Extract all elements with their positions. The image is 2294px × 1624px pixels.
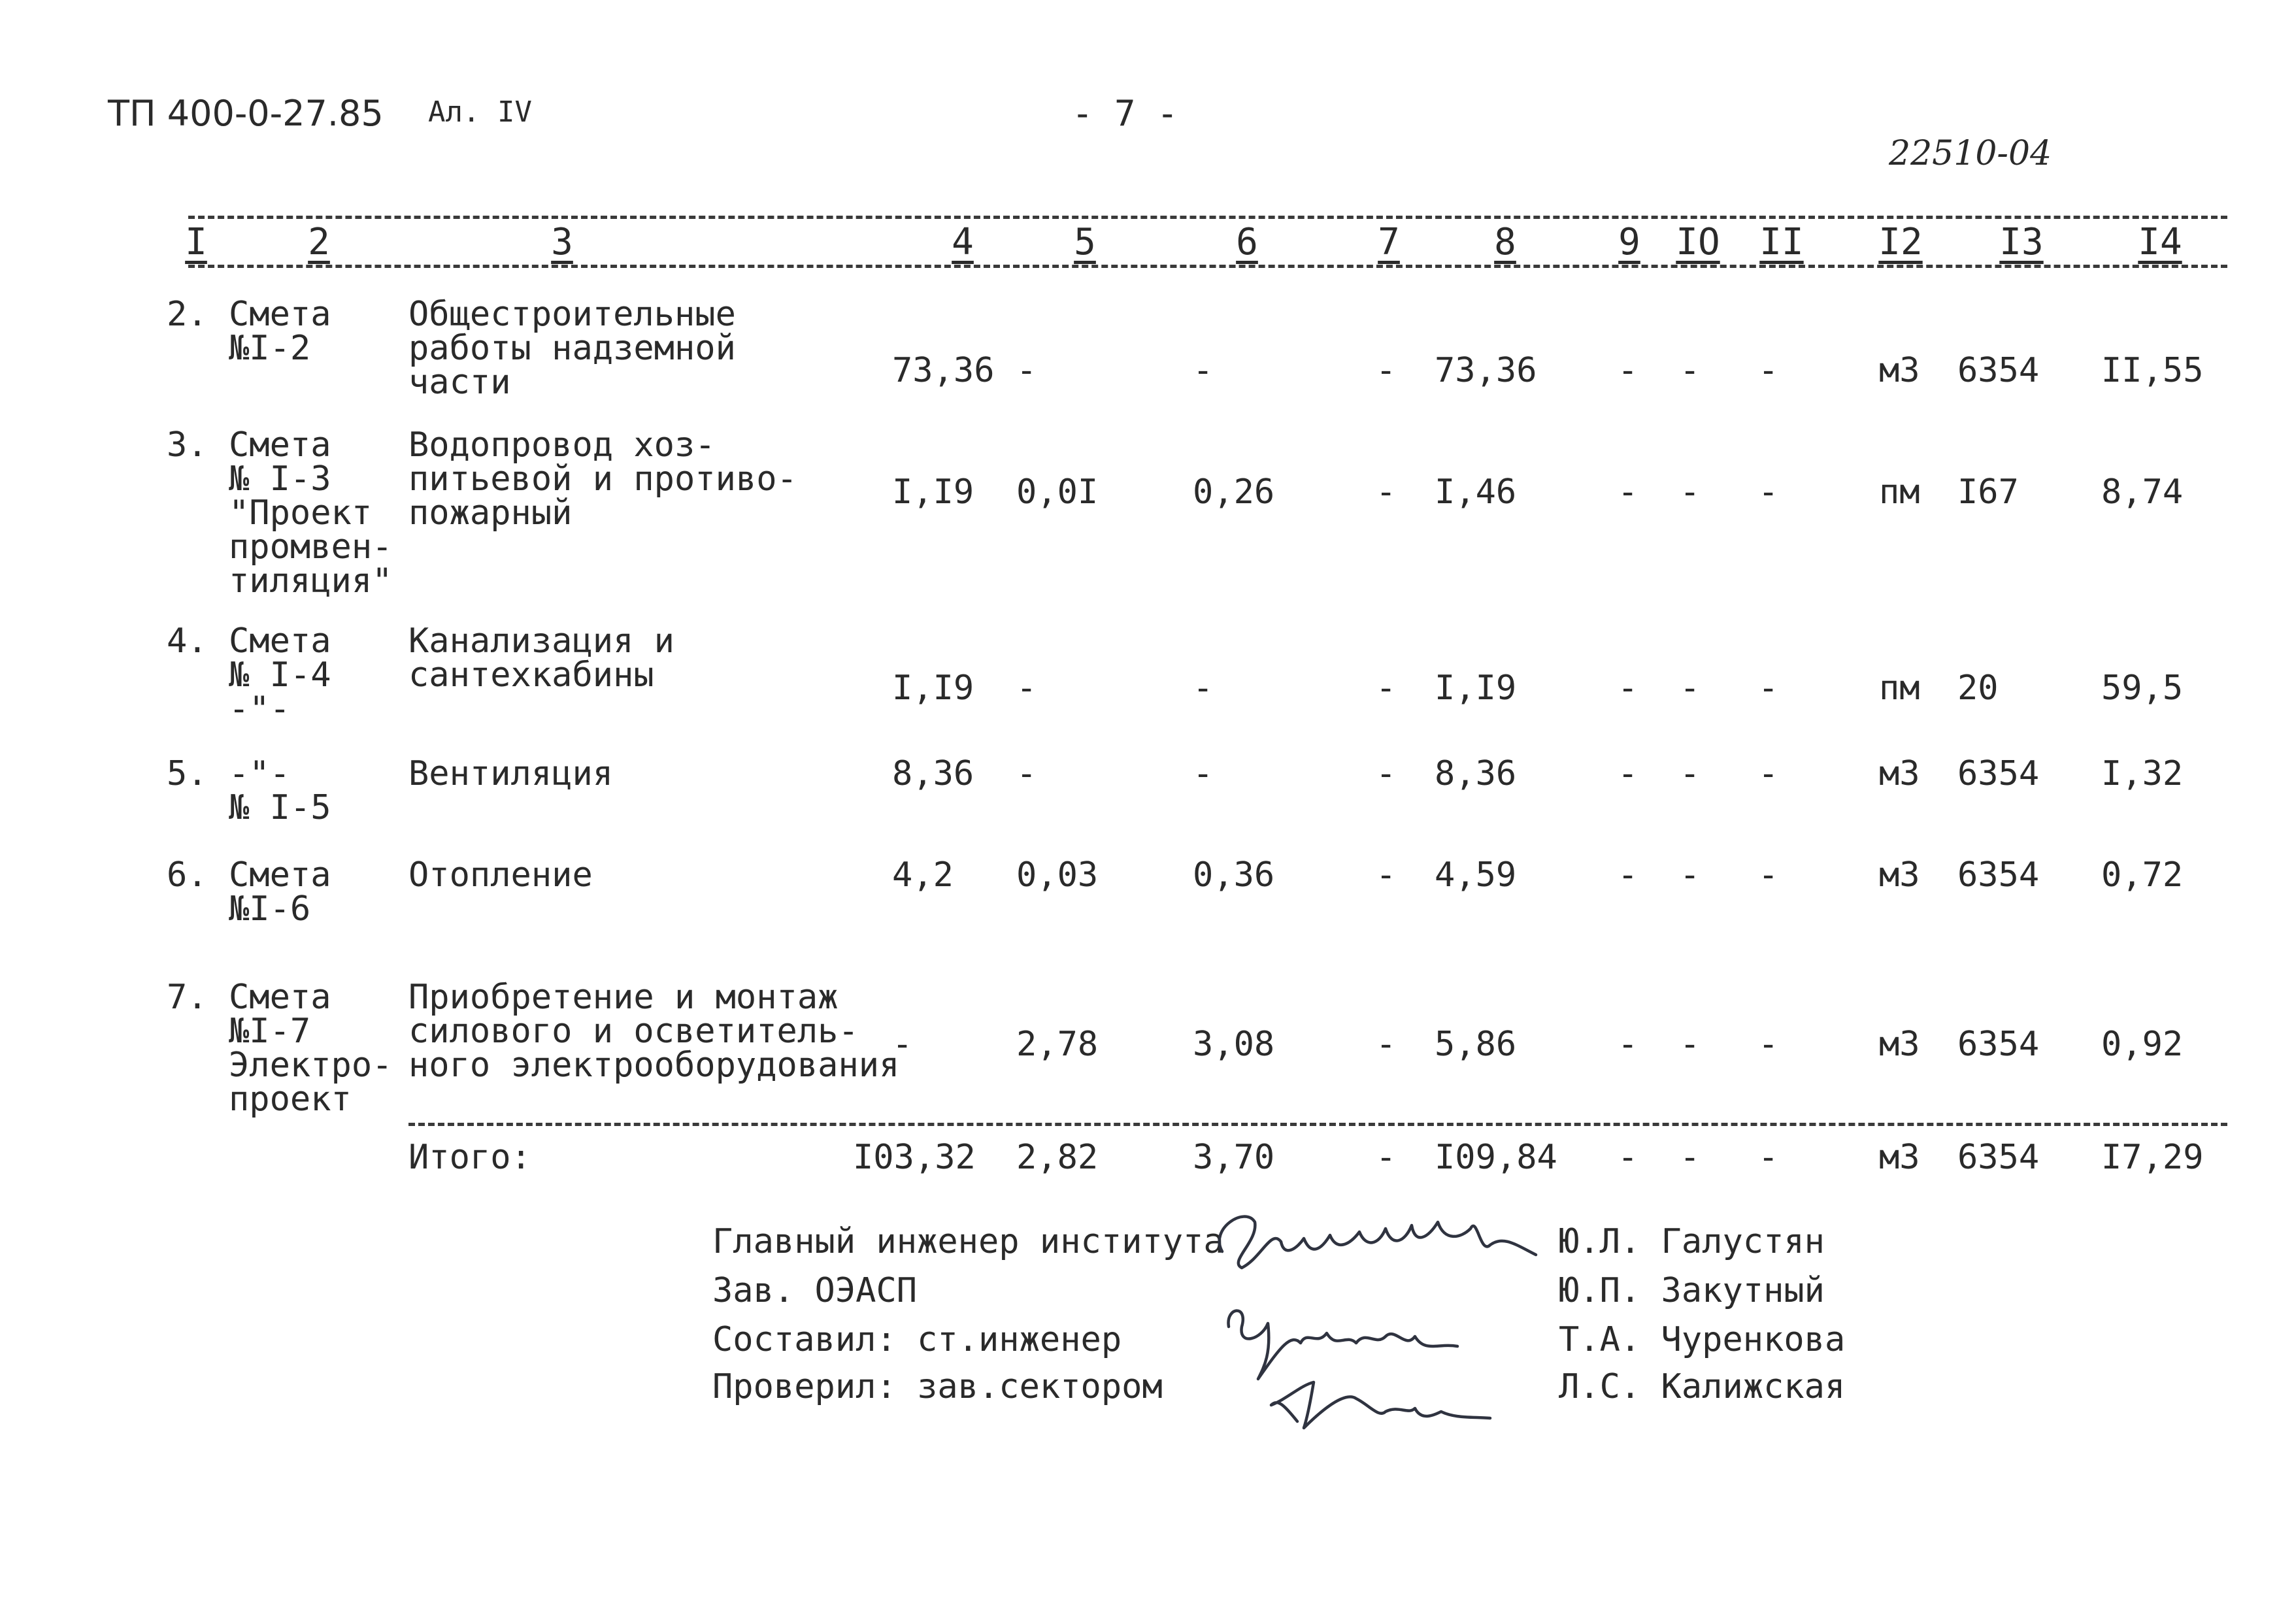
row-value-c14: 0,92 [2101,1025,2184,1064]
column-header: 9 [1618,221,1640,263]
row-work-name: Отопление [408,855,593,895]
row-value-c14: I,32 [2101,754,2184,793]
row-value-c5: - [1016,669,1037,708]
signature-role: Главный инженер института [712,1222,1224,1261]
column-header: 2 [308,221,330,263]
row-value-c12: пм [1879,472,1920,512]
signature-name: Ю.Л. Галустян [1559,1222,1825,1261]
row-work-name: Приобретение и монтаж силового и осветитель- ного электрооборудования [408,978,900,1085]
row-value-c8: 73,36 [1435,351,1537,390]
row-value-c13: 6354 [1957,754,2040,793]
row-value-c10: - [1680,1025,1701,1064]
total-value-c12: м3 [1879,1138,1920,1177]
row-value-c6: - [1193,669,1214,708]
row-work-name: Общестроительные работы надземной части [408,295,736,402]
row-value-c9: - [1618,754,1638,793]
row-value-c14: 59,5 [2101,669,2184,708]
total-value-c5: 2,82 [1016,1138,1099,1177]
column-header: 7 [1378,221,1400,263]
row-value-c6: - [1193,351,1214,390]
row-value-c4: - [892,1025,913,1064]
row-estimate-ref: Смета №I-7 Электро- проект [229,978,393,1119]
total-value-c9: - [1618,1138,1638,1177]
column-header: 5 [1074,221,1096,263]
row-value-c9: - [1618,472,1638,512]
row-number: 6. [167,855,208,895]
signature-role: Составил: ст.инженер [712,1320,1122,1359]
row-value-c5: 0,03 [1016,855,1099,895]
row-value-c12: м3 [1879,855,1920,895]
row-number: 5. [167,754,208,793]
row-value-c10: - [1680,754,1701,793]
signature-kalizhskaya-icon [1271,1382,1490,1428]
row-value-c6: 3,08 [1193,1025,1275,1064]
row-value-c6: - [1193,754,1214,793]
row-value-c5: 0,0I [1016,472,1099,512]
row-value-c8: 5,86 [1435,1025,1517,1064]
row-value-c7: - [1376,754,1397,793]
row-value-c12: пм [1879,669,1920,708]
signature-churenkova-icon [1229,1311,1457,1379]
column-header: 8 [1494,221,1516,263]
total-value-c14: I7,29 [2101,1138,2204,1177]
row-value-c13: 6354 [1957,855,2040,895]
column-header: I2 [1878,221,1923,263]
row-value-c13: 20 [1957,669,1999,708]
row-value-c11: - [1758,472,1779,512]
signature-role: Зав. ОЭАСП [712,1271,918,1310]
row-value-c14: 8,74 [2101,472,2184,512]
column-header: II [1759,221,1804,263]
row-number: 3. [167,425,208,465]
total-value-c11: - [1758,1138,1779,1177]
row-estimate-ref: Смета № I-3 "Проект промвен- тиляция" [229,425,393,601]
column-header: I [185,221,207,263]
archive-number: 22510-04 [1889,134,2052,173]
row-number: 2. [167,295,208,334]
row-value-c8: 8,36 [1435,754,1517,793]
row-number: 7. [167,978,208,1017]
row-work-name: Канализация и сантехкабины [408,621,674,695]
row-value-c11: - [1758,1025,1779,1064]
row-value-c10: - [1680,855,1701,895]
column-header: 4 [952,221,974,263]
signature-name: Т.А. Чуренкова [1559,1320,1846,1359]
row-value-c11: - [1758,351,1779,390]
column-header: I3 [1999,221,2044,263]
row-value-c8: I,I9 [1435,669,1517,708]
total-value-c4: I03,32 [853,1138,976,1177]
row-value-c12: м3 [1879,1025,1920,1064]
row-value-c4: 8,36 [892,754,974,793]
row-value-c4: 73,36 [892,351,995,390]
row-estimate-ref: Смета № I-4 -"- [229,621,331,729]
row-value-c7: - [1376,855,1397,895]
row-value-c7: - [1376,1025,1397,1064]
row-value-c13: I67 [1957,472,2019,512]
row-value-c6: 0,26 [1193,472,1275,512]
row-value-c12: м3 [1879,351,1920,390]
row-value-c10: - [1680,351,1701,390]
document-code: ТП 400-0-27.85 [108,93,384,134]
row-value-c6: 0,36 [1193,855,1275,895]
row-value-c5: - [1016,754,1037,793]
signature-name: Ю.П. Закутный [1559,1271,1825,1310]
total-label: Итого: [408,1138,531,1177]
row-value-c11: - [1758,754,1779,793]
row-value-c7: - [1376,472,1397,512]
total-value-c10: - [1680,1138,1701,1177]
page-number: - 7 - [1072,93,1178,134]
row-number: 4. [167,621,208,661]
row-value-c7: - [1376,351,1397,390]
row-value-c7: - [1376,669,1397,708]
column-header: 3 [551,221,573,263]
row-value-c11: - [1758,669,1779,708]
row-value-c4: I,I9 [892,472,974,512]
row-value-c12: м3 [1879,754,1920,793]
row-value-c5: 2,78 [1016,1025,1099,1064]
row-value-c9: - [1618,855,1638,895]
row-work-name: Вентиляция [408,754,614,793]
row-estimate-ref: Смета №I-2 [229,295,331,368]
signature-role: Проверил: зав.сектором [712,1367,1163,1406]
row-value-c14: 0,72 [2101,855,2184,895]
row-work-name: Водопровод хоз- питьевой и противо- пожарный [408,425,797,533]
column-header: 6 [1236,221,1258,263]
row-value-c10: - [1680,472,1701,512]
row-value-c13: 6354 [1957,351,2040,390]
row-value-c10: - [1680,669,1701,708]
row-estimate-ref: Смета №I-6 [229,855,331,929]
signature-galustyan-icon [1220,1217,1536,1268]
signature-name: Л.С. Калижская [1559,1367,1846,1406]
total-value-c6: 3,70 [1193,1138,1275,1177]
column-header: IO [1676,221,1720,263]
album-number: Ал. IV [428,95,532,129]
row-value-c5: - [1016,351,1037,390]
total-value-c7: - [1376,1138,1397,1177]
row-estimate-ref: -"- № I-5 [229,754,331,827]
total-value-c8: I09,84 [1435,1138,1557,1177]
row-value-c9: - [1618,669,1638,708]
row-value-c8: I,46 [1435,472,1517,512]
row-value-c14: II,55 [2101,351,2204,390]
row-value-c11: - [1758,855,1779,895]
column-header: I4 [2138,221,2182,263]
row-value-c9: - [1618,351,1638,390]
row-value-c4: 4,2 [892,855,954,895]
row-value-c9: - [1618,1025,1638,1064]
total-value-c13: 6354 [1957,1138,2040,1177]
row-value-c4: I,I9 [892,669,974,708]
row-value-c8: 4,59 [1435,855,1517,895]
row-value-c13: 6354 [1957,1025,2040,1064]
